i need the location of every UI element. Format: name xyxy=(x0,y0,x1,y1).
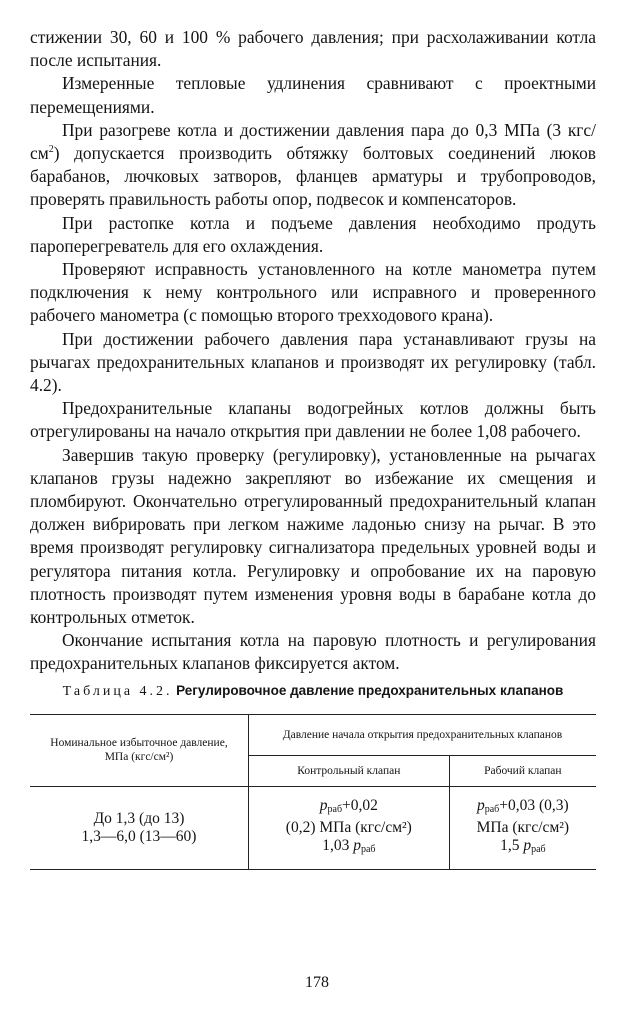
body-text xyxy=(30,26,596,676)
cell-control xyxy=(249,786,450,869)
paragraph: Завершив такую проверку (регулировку), установленные на рычагах клапанов грузы надежно закрепляют во избежание их смещения и пломбируют. Окончательно отрегулированный предохранительный клапан должен вибрировать при легком нажиме ладонью снизу на рычаг. В это время производят регулировку сигнализатора предельных уровней воды и регулятора питания котла. Регулировку и опробование их на паровую плотность производят путем изменения уровня воды в барабане котла до контрольных отметок. xyxy=(30,444,596,628)
header-control-valve: Контрольный клапан xyxy=(249,755,450,786)
symbol-p: p xyxy=(353,836,361,854)
value-text: +0,03 (0,3) xyxy=(499,796,569,814)
table-title: Регулировочное давление предохранительных клапанов xyxy=(176,682,564,698)
value-text: +0,02 xyxy=(342,796,378,814)
table-label: Таблица 4.2. xyxy=(62,683,173,699)
header-nominal-pressure: Номинальное избыточное давление, МПа (кгс/см²) xyxy=(30,714,249,786)
symbol-sub: раб xyxy=(327,803,343,815)
cell-working-line3 xyxy=(450,837,596,859)
table-row xyxy=(30,786,596,869)
cell-control-line3 xyxy=(249,837,449,859)
paragraph: Измеренные тепловые удлинения сравнивают с проектными перемещениями. xyxy=(30,73,596,117)
paragraph: Проверяют исправность установленного на котле манометра путем подключения к нему контрольного или исправного и проверенного рабочего манометра (с помощью второго трехходового крана). xyxy=(30,259,596,326)
page-number: 178 xyxy=(305,974,329,991)
cell-control-line1 xyxy=(249,797,449,819)
symbol-sub: раб xyxy=(484,803,500,815)
cell-nominal-line2: 1,3—6,0 (13—60) xyxy=(81,827,197,845)
symbol-p: p xyxy=(523,836,532,854)
header-opening-pressure: Давление начала открытия предохранительных клапанов xyxy=(282,728,563,741)
cell-working xyxy=(449,786,596,869)
paragraph-text: ) допускается производить обтяжку болтовых соединений люков барабанов, лючковых затворов, фланцев арматуры и трубопроводов, проверять правильность работы опор, подвесок и компенсаторов. xyxy=(30,143,596,210)
value-text: 1,5 xyxy=(500,836,524,854)
paragraph: При достижении рабочего давления пара устанавливают грузы на рычагах предохранительных клапанов и производят их регулировку (табл. 4.2). xyxy=(30,328,596,396)
header-working-valve: Рабочий клапан xyxy=(449,755,596,786)
symbol-sub: раб xyxy=(531,843,546,855)
document-page xyxy=(30,26,596,870)
cell-working-line1 xyxy=(450,797,596,819)
paragraph: стижении 30, 60 и 100 % рабочего давления; при расхолаживании котла после испытания. xyxy=(30,27,596,71)
symbol-sub: раб xyxy=(360,843,376,855)
paragraph: При растопке котла и подъеме давления необходимо продуть пароперегреватель для его охлаждения. xyxy=(30,212,596,256)
paragraph xyxy=(30,119,596,212)
cell-nominal-line1: До 1,3 (до 13) xyxy=(93,809,185,827)
cell-control-line2: (0,2) МПа (кгс/см²) xyxy=(285,818,412,836)
symbol-p: p xyxy=(319,796,328,814)
value-text: 1,03 xyxy=(322,836,354,854)
paragraph: Предохранительные клапаны водогрейных котлов должны быть отрегулированы на начало открытия при давлении не более 1,08 рабочего. xyxy=(30,398,596,442)
paragraph-text: При разогреве котла и достижении давления пара до 0,3 МПа (3 кгс/см xyxy=(30,119,596,164)
cell-working-line2: МПа (кгс/см²) xyxy=(476,818,570,836)
cell-nominal xyxy=(30,786,249,869)
table-caption xyxy=(30,682,596,700)
symbol-p: p xyxy=(476,796,485,814)
paragraph: Окончание испытания котла на паровую плотность и регулирования предохранительных клапанов фиксируется актом. xyxy=(30,630,596,674)
table-container xyxy=(30,714,596,870)
pressure-table xyxy=(30,714,596,870)
superscript: 2 xyxy=(48,144,54,156)
